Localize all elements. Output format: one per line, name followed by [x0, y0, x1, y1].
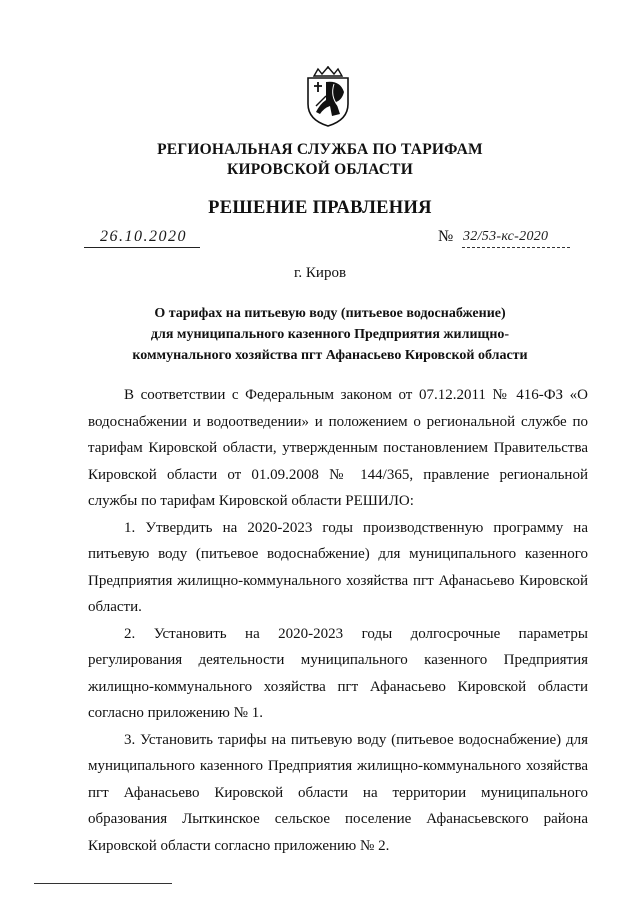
- subject-line-1: О тарифах на питьевую воду (питьевое водоснабжение): [154, 306, 506, 321]
- document-subject: [100, 303, 560, 366]
- number-label: №: [438, 228, 454, 245]
- document-body: [88, 382, 588, 859]
- subject-line-3: коммунального хозяйства пгт Афанасьево Кировской области: [132, 348, 528, 363]
- decision-item-3: 3. Установить тарифы на питьевую воду (питьевое водоснабжение) для муниципального казенного Предприятия жилищно-коммунального хозяйства пгт Афанасьево Кировской области на территории муниципального образования Лыткинское сельское поселение Афанасьевского района Кировской области согласно приложению № 2.: [88, 731, 588, 854]
- organization-name-line1: РЕГИОНАЛЬНАЯ СЛУЖБА ПО ТАРИФАМ: [157, 141, 483, 158]
- subject-line-2: для муниципального казенного Предприятия жилищно-: [150, 327, 510, 342]
- document-title: РЕШЕНИЕ ПРАВЛЕНИЯ: [208, 198, 432, 218]
- document-number: 32/53-кс-2020: [463, 229, 549, 244]
- decision-item-2: 2. Установить на 2020-2023 годы долгосрочные параметры регулирования деятельности муниципального казенного Предприятия жилищно-коммунального хозяйства пгт Афанасьево Кировской области согласно приложению № 1.: [88, 625, 588, 721]
- footnote-rule: [34, 883, 172, 884]
- city: г. Киров: [293, 265, 347, 281]
- decision-item-1: 1. Утвердить на 2020-2023 годы производственную программу на питьевую воду (питьевое водоснабжение) для муниципального казенного Предприятия жилищно-коммунального хозяйства пгт Афанасьево Кировской области.: [88, 519, 588, 615]
- kirov-region-coat-of-arms-icon: [300, 66, 356, 128]
- organization-name-line2: КИРОВСКОЙ ОБЛАСТИ: [227, 161, 413, 178]
- preamble-paragraph: В соответствии с Федеральным законом от 07.12.2011 № 416-ФЗ «О водоснабжении и водоотведении» и положением о региональной службе по тарифам Кировской области, утвержденным постановлением Правительства Кировской области от 01.09.2008 № 144/365, правление региональной службы по тарифам Кировской области РЕШИЛО:: [88, 387, 588, 509]
- document-date: 26.10.2020: [100, 228, 187, 245]
